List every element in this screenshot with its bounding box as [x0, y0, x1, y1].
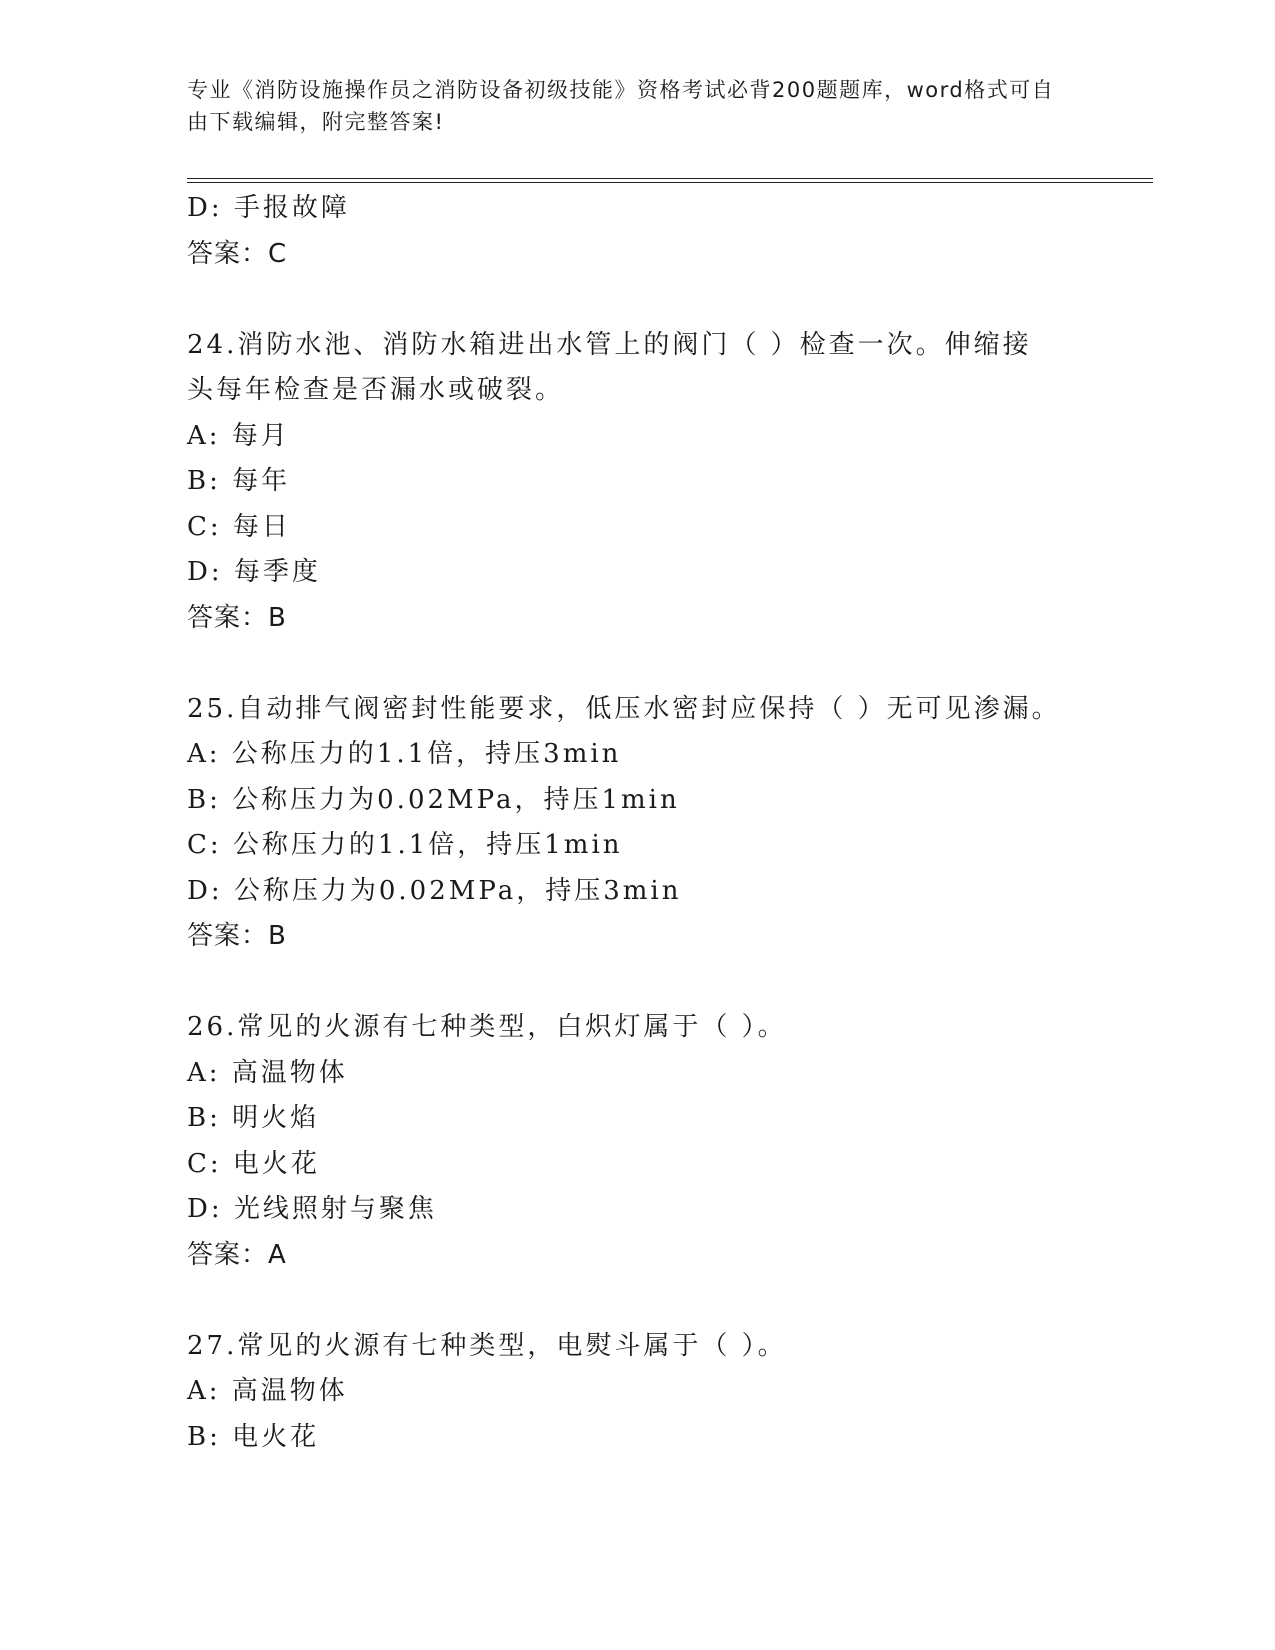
option-line: B: 公称压力为0.02MPa，持压1min — [187, 784, 680, 815]
option-line: C: 每日 — [187, 511, 291, 542]
option-line: A: 高温物体 — [187, 1057, 348, 1088]
spacer — [187, 641, 1087, 687]
option-line: A: 公称压力的1.1倍，持压3min — [187, 739, 622, 769]
option-line: D: 公称压力为0.02MPa，持压3min — [187, 875, 682, 906]
question-24: 24.消防水池、消防水箱进出水管上的阀门（ ）检查一次。伸缩接头每年检查是否漏水或破裂。 — [187, 329, 1032, 405]
header-rule-bottom — [187, 182, 1153, 183]
page-header: 专业《消防设施操作员之消防设备初级技能》资格考试必背200题题库，word格式可自由下载编辑，附完整答案! — [187, 78, 1055, 134]
spacer — [187, 277, 1087, 323]
answer-line: 答案：B — [187, 602, 287, 633]
option-line: B: 电火花 — [187, 1421, 320, 1452]
option-line: D: 每季度 — [187, 557, 321, 587]
option-line: B: 每年 — [187, 466, 291, 496]
answer-line: 答案：C — [187, 238, 288, 269]
spacer — [187, 960, 1087, 1006]
option-line: D: 光线照射与聚焦 — [187, 1194, 437, 1224]
option-line: D: 手报故障 — [187, 193, 350, 223]
option-line: B: 明火焰 — [187, 1103, 320, 1133]
option-line: C: 公称压力的1.1倍，持压1min — [187, 830, 623, 860]
question-25: 25.自动排气阀密封性能要求，低压水密封应保持（ ）无可见渗漏。 — [187, 693, 1061, 724]
header-rule-top — [187, 178, 1153, 179]
question-27: 27.常见的火源有七种类型，电熨斗属于（ ）。 — [187, 1330, 787, 1361]
spacer — [187, 1278, 1087, 1324]
option-line: A: 每月 — [187, 420, 290, 451]
answer-line: 答案：B — [187, 921, 287, 951]
option-line: C: 电火花 — [187, 1148, 320, 1179]
question-26: 26.常见的火源有七种类型，白炽灯属于（ ）。 — [187, 1012, 787, 1042]
answer-line: 答案：A — [187, 1239, 287, 1270]
option-line: A: 高温物体 — [187, 1376, 348, 1406]
question-list — [187, 186, 1087, 1460]
